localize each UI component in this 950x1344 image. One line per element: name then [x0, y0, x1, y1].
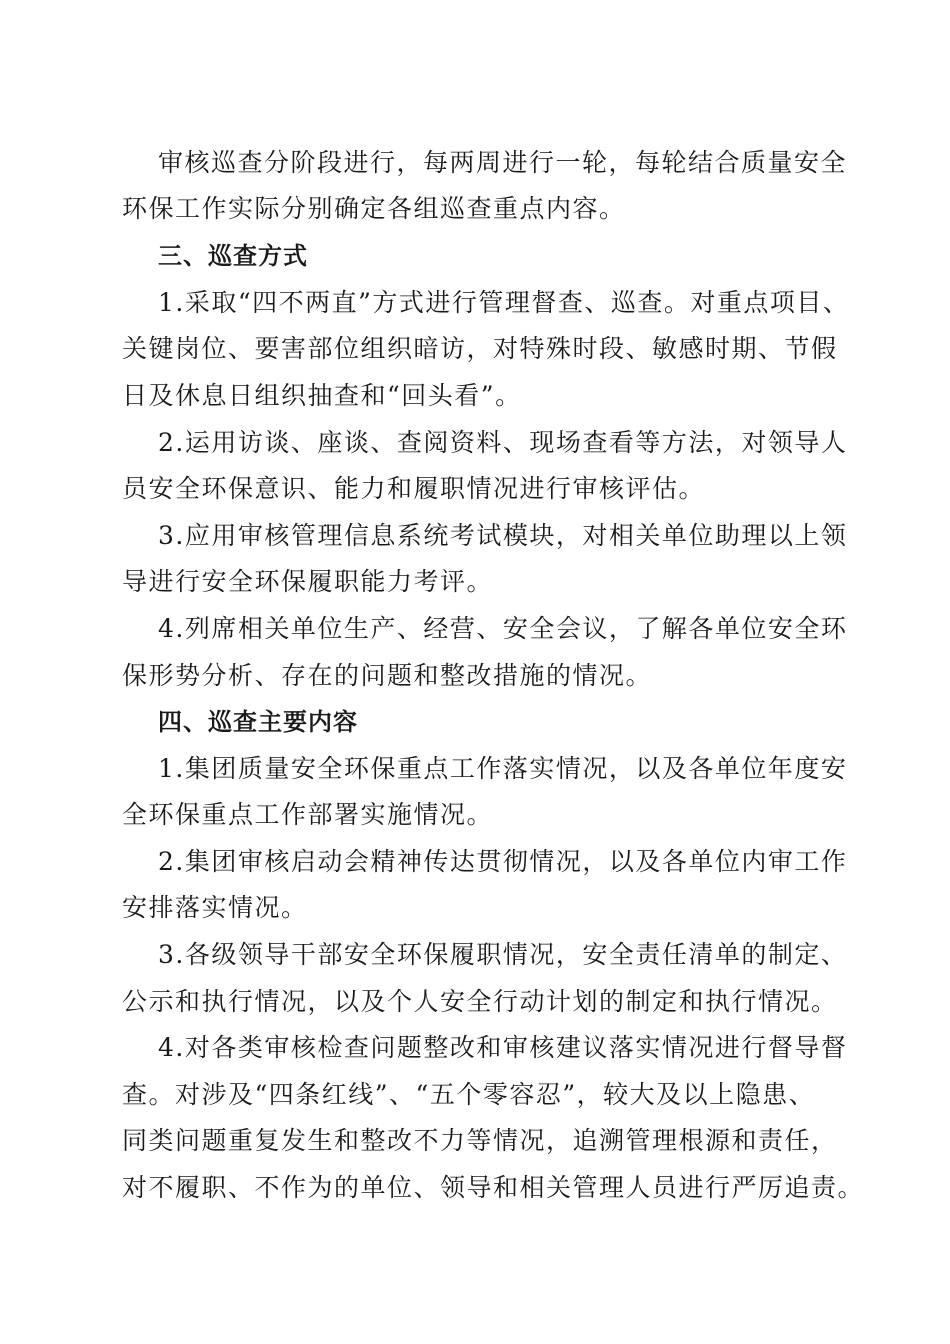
paragraph-line: 同类问题重复发生和整改不力等情况，追溯管理根源和责任， — [122, 1126, 838, 1155]
paragraph-line: 3.各级领导干部安全环保履职情况，安全责任清单的制定、 — [158, 940, 848, 969]
paragraph-line: 导进行安全环保履职能力考评。 — [122, 567, 494, 596]
paragraph-line: 查。对涉及“四条红线”、“五个零容忍”，较大及以上隐患、 — [122, 1080, 816, 1109]
paragraph-line: 员安全环保意识、能力和履职情况进行审核评估。 — [122, 474, 706, 503]
paragraph-line: 审核巡查分阶段进行，每两周进行一轮，每轮结合质量安全 — [158, 148, 848, 177]
paragraph-line: 3.应用审核管理信息系统考试模块，对相关单位助理以上领 — [158, 521, 848, 550]
paragraph-line: 环保工作实际分别确定各组巡查重点内容。 — [122, 194, 626, 223]
paragraph-line: 安排落实情况。 — [122, 893, 308, 922]
paragraph-line: 公示和执行情况，以及个人安全行动计划的制定和执行情况。 — [122, 987, 838, 1016]
paragraph-line: 对不履职、不作为的单位、领导和相关管理人员进行严厉追责。 — [122, 1173, 865, 1202]
paragraph-line: 1.采取“四不两直”方式进行管理督查、巡查。对重点项目、 — [158, 288, 850, 317]
paragraph-line: 全环保重点工作部署实施情况。 — [122, 800, 494, 829]
paragraph-line: 1.集团质量安全环保重点工作落实情况，以及各单位年度安 — [158, 754, 848, 783]
section-heading: 四、巡查主要内容 — [158, 708, 358, 736]
paragraph-line: 4.列席相关单位生产、经营、安全会议，了解各单位安全环 — [158, 614, 848, 643]
paragraph-line: 日及休息日组织抽查和“回头看”。 — [122, 381, 522, 410]
paragraph-line: 2.运用访谈、座谈、查阅资料、现场查看等方法，对领导人 — [158, 428, 848, 457]
section-heading: 三、巡查方式 — [158, 242, 308, 270]
paragraph-line: 保形势分析、存在的问题和整改措施的情况。 — [122, 661, 653, 690]
paragraph-line: 2.集团审核启动会精神传达贯彻情况，以及各单位内审工作 — [158, 847, 848, 876]
paragraph-line: 关键岗位、要害部位组织暗访，对特殊时段、敏感时期、节假 — [122, 334, 838, 363]
paragraph-line: 4.对各类审核检查问题整改和审核建议落实情况进行督导督 — [158, 1033, 848, 1062]
